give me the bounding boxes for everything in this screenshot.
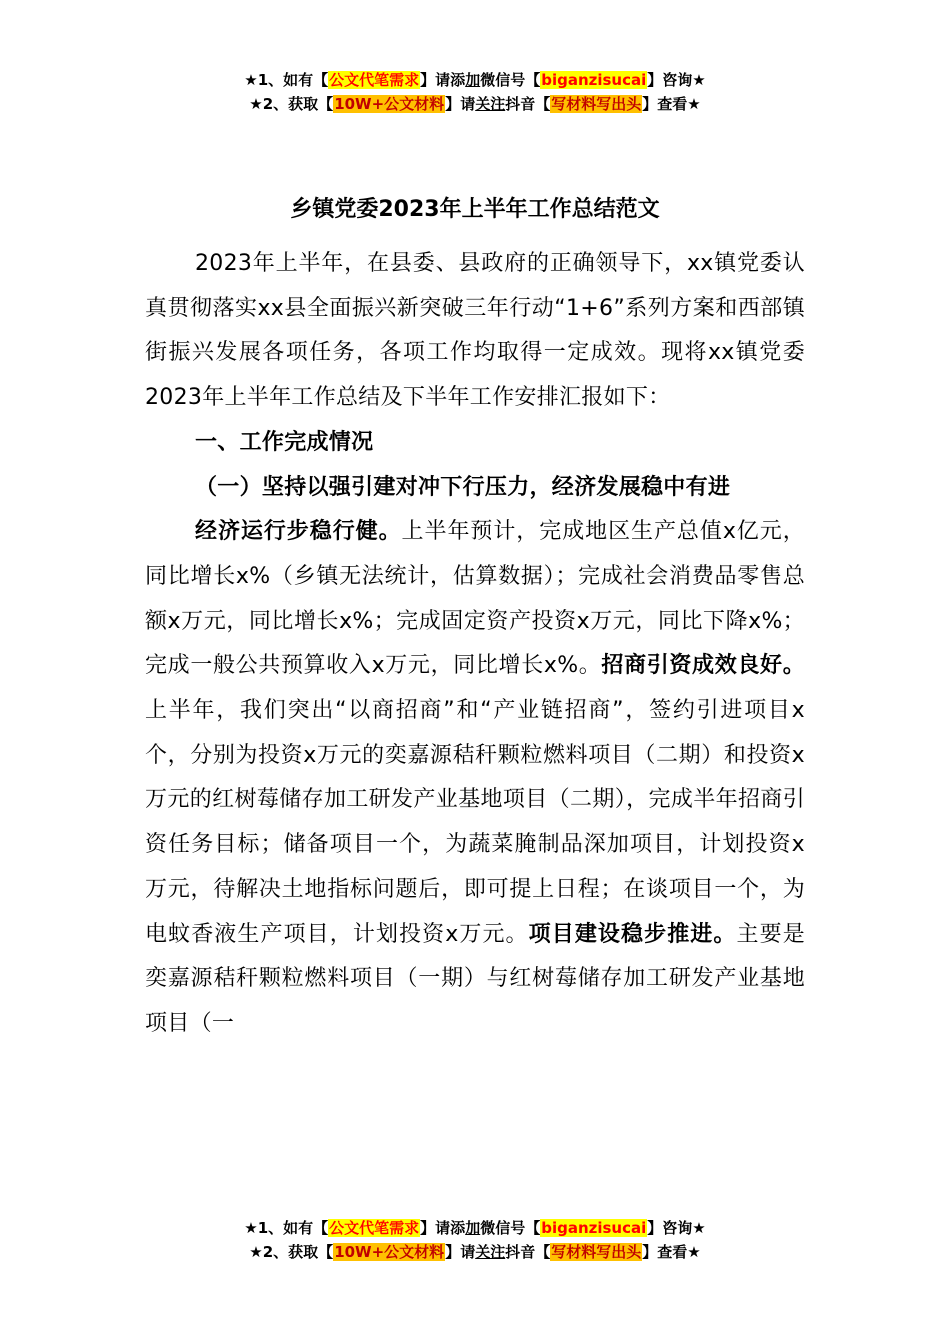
section-heading: 一、工作完成情况 [195, 429, 374, 455]
top-banner [0, 68, 950, 116]
banner-text: 】咨询★ [647, 1219, 706, 1237]
banner-text: 】请 [445, 95, 476, 113]
paragraph-text: 上半年预计，完成地区生产总值x亿元，同比增长x%（乡镇无法统计，估算数据）；完成社会消费品零售总额x万元，同比增长x%；完成固定资产投资x万元，同比下降x%；完成一般公共预算收入x万元，同比增长x%。 [145, 519, 806, 679]
banner-text: 加 [465, 1219, 481, 1237]
banner-text: 微信号【 [480, 71, 541, 89]
bold-lead-investment: 招商引资成效良好。 [601, 653, 805, 679]
banner-text: 抖音【 [505, 95, 551, 113]
highlight-douyin: 写材料写出头 [551, 1243, 642, 1261]
intro-paragraph: 2023年上半年，在县委、县政府的正确领导下，xx镇党委认真贯彻落实xx县全面振兴新突破三年行动“1+6”系列方案和西部镇街振兴发展各项任务，各项工作均取得一定成效。现将xx镇党委2023年上半年工作总结及下半年工作安排汇报如下： [145, 251, 805, 411]
banner-text: 关注 [475, 1243, 506, 1261]
banner-text: 微信号【 [480, 1219, 541, 1237]
banner-line-2 [0, 92, 950, 116]
document-body [145, 242, 805, 1047]
highlight-service: 公文代笔需求 [329, 71, 420, 89]
banner-text: 加 [465, 71, 481, 89]
banner-text: 】查看★ [642, 95, 701, 113]
highlight-materials: 10W+公文材料 [334, 1243, 445, 1261]
paragraph-text: 上半年，我们突出“以商招商”和“产业链招商”，签约引进项目x个，分别为投资x万元的奕嘉源秸秆颗粒燃料项目（二期）和投资x万元的红树莓储存加工研发产业基地项目（二期），完成半年招商引资任务目标；储备项目一个，为蔬菜腌制品深加项目，计划投资x万元，待解决土地指标问题后，即可提上日程；在谈项目一个，为电蚊香液生产项目，计划投资x万元。 [145, 698, 805, 947]
banner-text: ★1、如有【 [244, 71, 329, 89]
bold-lead-projects: 项目建设稳步推进。 [528, 921, 737, 947]
banner-text: 】请 [445, 1243, 476, 1261]
document-title: 乡镇党委2023年上半年工作总结范文 [290, 197, 660, 222]
banner-text: ★1、如有【 [244, 1219, 329, 1237]
economy-paragraph [145, 510, 805, 1046]
bold-lead-economy: 经济运行步稳行健。 [195, 519, 402, 545]
banner-text: 】咨询★ [647, 71, 706, 89]
banner-text: ★2、获取【 [249, 1243, 334, 1261]
banner-line-2 [0, 1240, 950, 1264]
highlight-materials: 10W+公文材料 [334, 95, 445, 113]
banner-text: 】请添 [420, 71, 466, 89]
highlight-service: 公文代笔需求 [329, 1219, 420, 1237]
banner-text: 】请添 [420, 1219, 466, 1237]
bottom-banner [0, 1216, 950, 1264]
banner-line-1 [0, 68, 950, 92]
banner-text: 关注 [475, 95, 506, 113]
highlight-douyin: 写材料写出头 [551, 95, 642, 113]
subsection-heading: （一）坚持以强引建对冲下行压力，经济发展稳中有进 [195, 474, 731, 500]
highlight-wechat-id: biganzisucai [541, 1219, 647, 1237]
banner-text: ★2、获取【 [249, 95, 334, 113]
banner-text: 】查看★ [642, 1243, 701, 1261]
banner-line-1 [0, 1216, 950, 1240]
banner-text: 抖音【 [505, 1243, 551, 1261]
paragraph-text: 主要是奕嘉源秸秆颗粒燃料项目（一期）与红树莓储存加工研发产业基地项目（一 [145, 921, 805, 1036]
highlight-wechat-id: biganzisucai [541, 71, 647, 89]
